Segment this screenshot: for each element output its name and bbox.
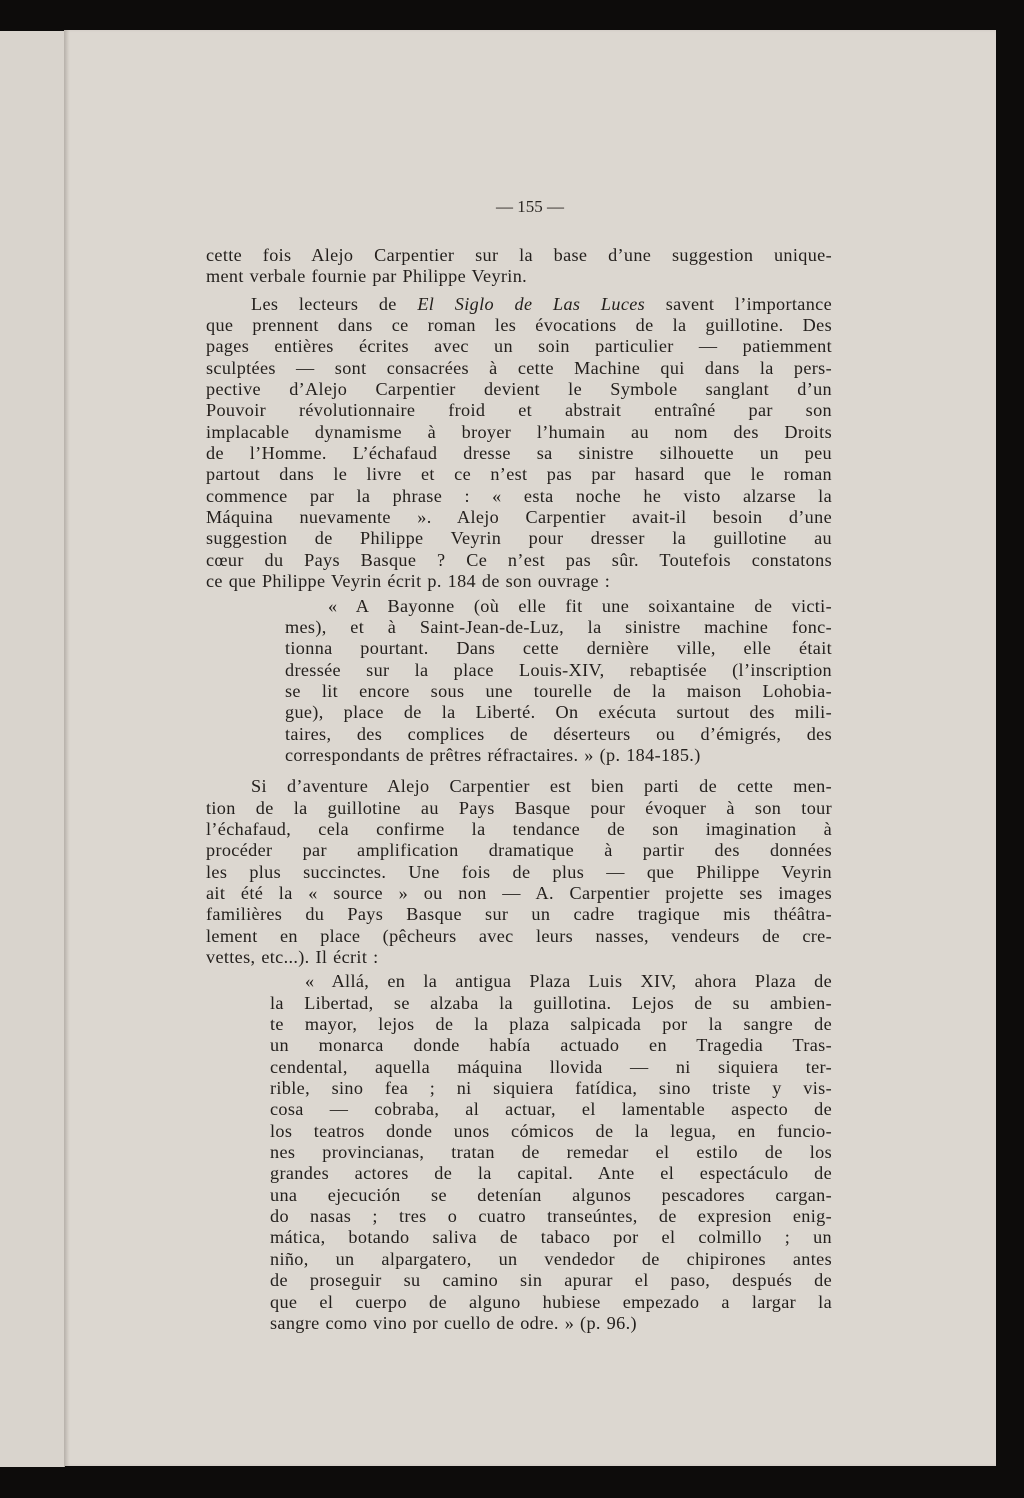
text-line: les plus succinctes. Une fois de plus — que Philippe Veyrin bbox=[206, 861, 832, 882]
paragraph bbox=[206, 245, 832, 288]
page-body bbox=[206, 245, 832, 1334]
quote-line: gue), place de la Liberté. On exécuta surtout des mili- bbox=[285, 702, 832, 723]
quote-line: los teatros donde unos cómicos de la legua, en funcio- bbox=[270, 1120, 832, 1141]
text-line: familières du Pays Basque sur un cadre tragique mis théâtra- bbox=[206, 904, 832, 925]
text-line: de l’Homme. L’échafaud dresse sa sinistre silhouette un peu bbox=[206, 443, 832, 464]
text-line: ait été la « source » ou non — A. Carpentier projette ses images bbox=[206, 882, 832, 903]
facing-page-edge bbox=[0, 31, 65, 1467]
quote-line: una ejecución se detenían algunos pescadores cargan- bbox=[270, 1184, 832, 1205]
quote-line: tionna pourtant. Dans cette dernière ville, elle était bbox=[285, 638, 832, 659]
quote-line: niño, un alpargatero, un vendedor de chipirones antes bbox=[270, 1248, 832, 1269]
quote-line: que el cuerpo de alguno hubiese empezado a largar la bbox=[270, 1291, 832, 1312]
quote-line: de proseguir su camino sin apurar el paso, después de bbox=[270, 1270, 832, 1291]
text-run: Les lecteurs de bbox=[251, 293, 418, 314]
quote-line: sangre como vino por cuello de odre. » (p. 96.) bbox=[270, 1312, 637, 1333]
quote-line: « A Bayonne (où elle fit une soixantaine de victi- bbox=[328, 595, 832, 616]
book-page bbox=[64, 30, 996, 1466]
text-line: cœur du Pays Basque ? Ce n’est pas sûr. Toutefois constatons bbox=[206, 549, 832, 570]
text-line: sculptées — sont consacrées à cette Machine qui dans la pers- bbox=[206, 357, 832, 378]
quote-line: correspondants de prêtres réfractaires. » (p. 184-185.) bbox=[285, 744, 701, 765]
quote-line: mática, botando saliva de tabaco por el colmillo ; un bbox=[270, 1227, 832, 1248]
quote-line: la Libertad, se alzaba la guillotina. Lejos de su ambien- bbox=[270, 992, 832, 1013]
page-number: — 155 — bbox=[496, 197, 564, 216]
text-line bbox=[206, 294, 832, 315]
paragraph bbox=[206, 294, 832, 593]
text-line: partout dans le livre et ce n’est pas par hasard que le roman bbox=[206, 464, 832, 485]
quote-line: se lit encore sous une tourelle de la maison Lohobia- bbox=[285, 680, 832, 701]
text-line: cette fois Alejo Carpentier sur la base d’une suggestion unique- bbox=[206, 245, 832, 265]
quote-line: taires, des complices de déserteurs ou d’émigrés, des bbox=[285, 723, 832, 744]
quote-line: cosa — cobraba, al actuar, el lamentable aspecto de bbox=[270, 1099, 832, 1120]
quote-line: rible, sino fea ; ni siquiera fatídica, sino triste y vis- bbox=[270, 1078, 832, 1099]
text-line: suggestion de Philippe Veyrin pour dresser la guillotine au bbox=[206, 528, 832, 549]
quote-line: mes), et à Saint-Jean-de-Luz, la sinistre machine fonc- bbox=[285, 616, 832, 637]
text-line: l’échafaud, cela confirme la tendance de son imagination à bbox=[206, 818, 832, 839]
text-line: ment verbale fournie par Philippe Veyrin. bbox=[206, 266, 528, 287]
text-line: Si d’aventure Alejo Carpentier est bien parti de cette men- bbox=[251, 776, 832, 797]
quote-line: « Allá, en la antigua Plaza Luis XIV, ahora Plaza de bbox=[305, 971, 832, 992]
book-title: El Siglo de Las Luces bbox=[417, 293, 646, 314]
paragraph bbox=[206, 776, 832, 968]
quote-line: grandes actores de la capital. Ante el espectáculo de bbox=[270, 1163, 832, 1184]
text-line: pective d’Alejo Carpentier devient le Symbole sanglant d’un bbox=[206, 379, 832, 400]
text-line: ce que Philippe Veyrin écrit p. 184 de son ouvrage : bbox=[206, 571, 611, 592]
text-run: savent l’importance bbox=[645, 293, 832, 314]
text-line: vettes, etc...). Il écrit : bbox=[206, 947, 379, 967]
block-quote bbox=[285, 596, 832, 767]
text-line: Pouvoir révolutionnaire froid et abstrait entraîné par son bbox=[206, 400, 832, 421]
quote-line: dressée sur la place Louis-XIV, rebaptisée (l’inscription bbox=[285, 659, 832, 680]
gutter-shadow bbox=[64, 30, 70, 1466]
text-line: tion de la guillotine au Pays Basque pour évoquer à son tour bbox=[206, 797, 832, 818]
quote-line: do nasas ; tres o cuatro transeúntes, de expresion enig- bbox=[270, 1206, 832, 1227]
block-quote bbox=[270, 971, 832, 1334]
quote-line: nes provincianas, tratan de remedar el estilo de los bbox=[270, 1142, 832, 1163]
text-line: commence par la phrase : « esta noche he visto alzarse la bbox=[206, 485, 832, 506]
quote-line: te mayor, lejos de la plaza salpicada por la sangre de bbox=[270, 1014, 832, 1035]
text-line: Máquina nuevamente ». Alejo Carpentier avait-il besoin d’une bbox=[206, 507, 832, 528]
text-line: procéder par amplification dramatique à partir des données bbox=[206, 840, 832, 861]
text-line: lement en place (pêcheurs avec leurs nasses, vendeurs de cre- bbox=[206, 925, 832, 946]
text-line: que prennent dans ce roman les évocations de la guillotine. Des bbox=[206, 315, 832, 336]
text-line: implacable dynamisme à broyer l’humain au nom des Droits bbox=[206, 421, 832, 442]
quote-line: un monarca donde había actuado en Tragedia Tras- bbox=[270, 1035, 832, 1056]
quote-line: cendental, aquella máquina llovida — ni siquiera ter- bbox=[270, 1056, 832, 1077]
text-line: pages entières écrites avec un soin particulier — patiemment bbox=[206, 336, 832, 357]
